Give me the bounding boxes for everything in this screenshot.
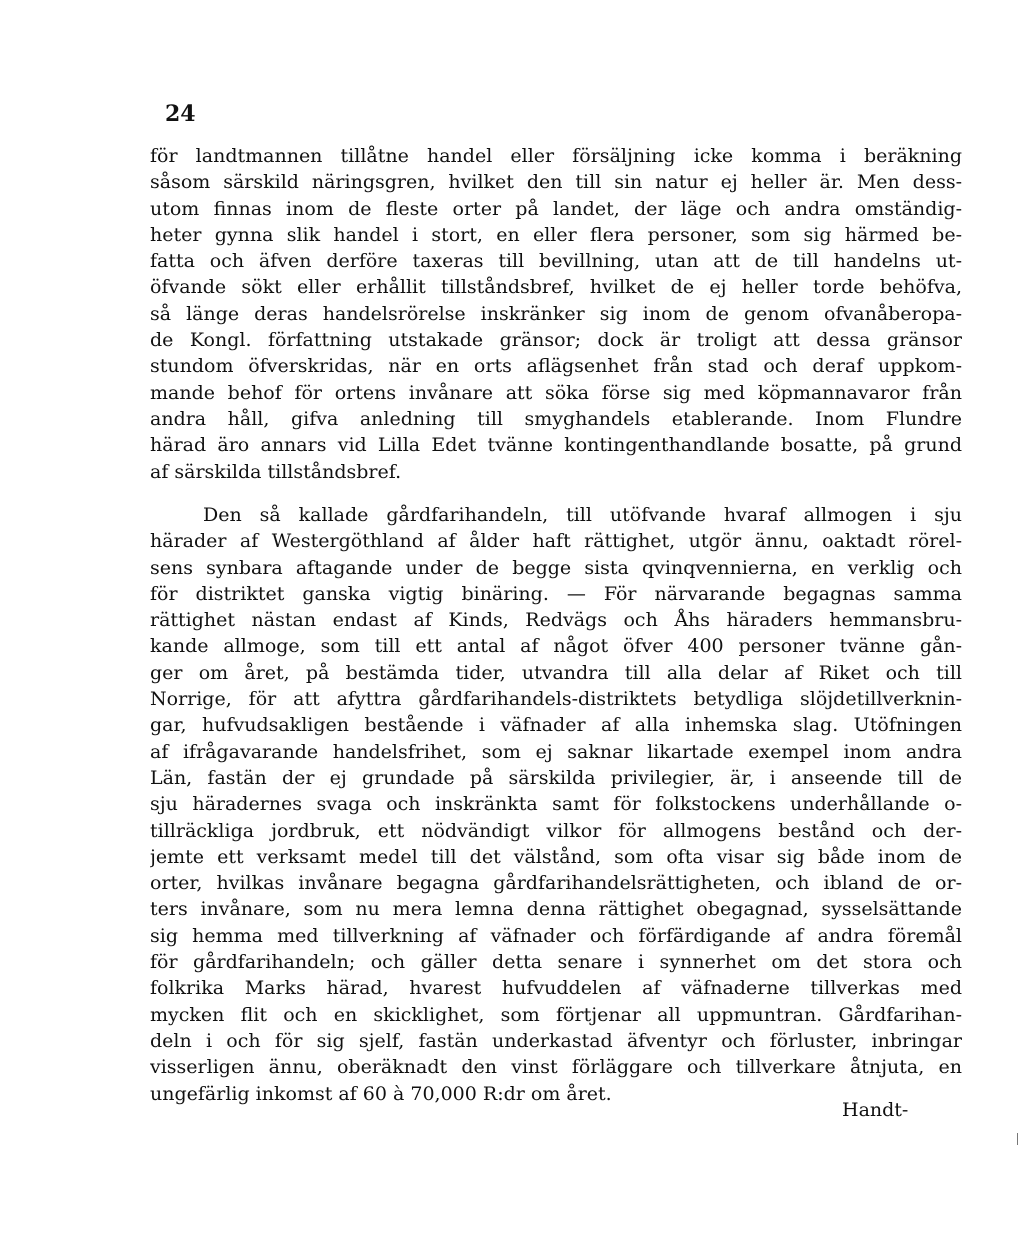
text-line: de Kongl. författning utstakade gränsor; dock är troligt att dessa gränsor — [150, 329, 962, 352]
text-line: fatta och äfven derföre taxeras till bevillning, utan att de till handelns ut- — [150, 250, 962, 273]
text-line: andra håll, gifva anledning till smyghandels etablerande. Inom Flundre — [150, 407, 962, 430]
page-number: 24 — [165, 101, 196, 127]
text-line: Län, fastän der ej grundade på särskilda privilegier, är, i anseende till de — [150, 766, 962, 789]
text-line: deln i och för sig sjelf, fastän underkastad äfventyr och förluster, inbringar — [150, 1029, 962, 1052]
text-line: rättighet nästan endast af Kinds, Redvägs och Åhs häraders hemmansbru- — [150, 609, 962, 632]
text-line: ters invånare, som nu mera lemna denna rättighet obegagnad, sysselsättande — [150, 898, 962, 921]
text-line: Norrige, för att afyttra gårdfarihandels-distriktets betydliga slöjdetillverknin- — [150, 688, 962, 711]
text-line: folkrika Marks härad, hvarest hufvuddelen af väfnaderne tillverkas med — [150, 977, 962, 1000]
text-line: tillräckliga jordbruk, ett nödvändigt vilkor för allmogens bestånd och der- — [150, 819, 962, 842]
text-line: gar, hufvudsakligen bestående i väfnader af alla inhemska slag. Utöfningen — [150, 714, 962, 737]
paragraph-2 — [150, 502, 962, 1107]
text-line: mycken flit och en skicklighet, som förtjenar all uppmuntran. Gårdfarihan- — [150, 1003, 962, 1026]
text-line: ungefärlig inkomst af 60 à 70,000 R:dr om året. — [150, 1082, 612, 1105]
text-line: för distriktet ganska vigtig binäring. — För närvarande begagnas samma — [150, 582, 962, 605]
text-line: sju häradernes svaga och inskränkta samt för folkstockens underhållande o- — [150, 793, 962, 816]
text-line: härad äro annars vid Lilla Edet tvänne kontingenthandlande bosatte, på grund — [150, 434, 962, 457]
text-line: såsom särskild näringsgren, hvilket den till sin natur ej heller är. Men dess- — [150, 171, 962, 194]
text-line: sig hemma med tillverkning af väfnader och förfärdigande af andra föremål — [150, 924, 962, 947]
text-line: kande allmoge, som till ett antal af något öfver 400 personer tvänne gån- — [150, 635, 962, 658]
text-line: heter gynna slik handel i stort, en eller flera personer, som sig härmed be- — [150, 223, 962, 246]
text-line: af särskilda tillståndsbref. — [150, 460, 402, 483]
text-line: orter, hvilkas invånare begagna gårdfarihandelsrättigheten, och ibland de or- — [150, 872, 962, 895]
catchword: Handt- — [842, 1099, 909, 1121]
paragraph-1 — [150, 143, 962, 485]
text-line: utom finnas inom de fleste orter på landet, der läge och andra omständig- — [150, 197, 962, 220]
text-line: för gårdfarihandeln; och gäller detta senare i synnerhet om det stora och — [150, 951, 962, 974]
text-line: stundom öfverskridas, när en orts aflägsenhet från stad och deraf uppkom- — [150, 355, 962, 378]
text-line: så länge deras handelsrörelse inskränker sig inom de genom ofvanåberopa- — [150, 302, 962, 325]
text-line: Den så kallade gårdfarihandeln, till utöfvande hvaraf allmogen i sju — [203, 504, 962, 526]
text-line: visserligen ännu, oberäknadt den vinst förläggare och tillverkare åtnjuta, en — [150, 1056, 962, 1079]
text-line: ger om året, på bestämda tider, utvandra till alla delar af Riket och till — [150, 661, 962, 684]
text-line: af ifrågavarande handelsfrihet, som ej saknar likartade exempel inom andra — [150, 740, 962, 763]
text-line: sens synbara aftagande under de begge sista qvinqvennierna, en verklig och — [150, 556, 962, 579]
margin-mark — [1017, 1133, 1018, 1145]
text-line: för landtmannen tillåtne handel eller försäljning icke komma i beräkning — [150, 145, 962, 167]
text-line: mande behof för ortens invånare att söka förse sig med köpmannavaror från — [150, 381, 962, 404]
text-line: jemte ett verksamt medel till det välstånd, som ofta visar sig både inom de — [150, 845, 962, 868]
text-line: öfvande sökt eller erhållit tillståndsbref, hvilket de ej heller torde behöfva, — [150, 276, 962, 299]
text-line: härader af Westergöthland af ålder haft rättighet, utgör ännu, oaktadt rörel- — [150, 530, 962, 553]
